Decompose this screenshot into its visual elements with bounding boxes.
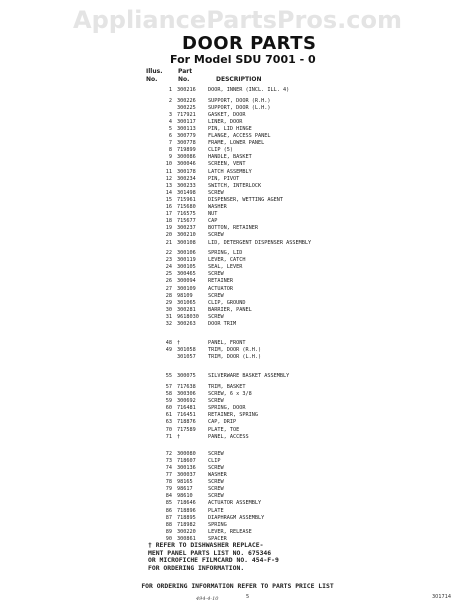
illus-no: 1 [168,87,172,93]
description: RETAINER [208,278,233,285]
description: SCREW [208,398,224,405]
parts-list-row [0,353,475,361]
description: PLATE, TOE [208,426,240,433]
part-no: 300281 [177,306,196,313]
part-no: 718876 [177,419,196,426]
parts-list-row [0,239,475,247]
description: TRIM, BASKET [208,383,246,390]
description: LATCH ASSEMBLY [208,168,252,175]
part-no: 301058 [177,347,196,354]
description: CLIP [208,457,221,464]
illus-no: 5 [168,125,172,132]
description: PIN, PIVOT [208,175,240,182]
illus-no: 20 [165,232,172,239]
description: TRIM, DOOR (R.H.) [208,347,262,354]
description: ACTUATOR ASSEMBLY [208,500,262,507]
illus-no: 89 [165,528,172,535]
description: ACTUATOR [208,285,233,292]
illus-no: 9 [168,154,172,161]
part-no: 719899 [177,147,196,154]
illus-no: 15 [165,196,172,203]
illus-no: 59 [165,398,172,405]
description: DOOR TRIM [208,321,237,327]
part-no: 300080 [177,450,196,457]
illus-no: 32 [165,321,172,327]
part-no: 300075 [177,373,196,380]
parts-list-row [0,433,475,441]
part-no: 300105 [177,264,196,271]
part-no: 300237 [177,225,196,232]
part-no: 300113 [177,125,196,132]
illus-no: 28 [165,292,172,299]
description: GASKET, DOOR [208,111,246,118]
description: CAP [208,218,218,225]
description: DIAPHRAGM ASSEMBLY [208,514,265,521]
part-no: 718895 [177,514,196,521]
part-no: 98617 [177,486,193,493]
description: CLIP, GROUND [208,299,246,306]
description: SPRING, LID [208,250,243,256]
header-description: DESCRIPTION [216,76,262,83]
description: SPRING [208,521,227,528]
illus-no: 11 [165,168,172,175]
illus-no: 2 [168,97,172,104]
part-no: 716481 [177,405,196,412]
description: BOTTON, RETAINER [208,225,258,232]
illus-no: 87 [165,514,172,521]
illus-no: 19 [165,225,172,232]
illus-no: 24 [165,264,172,271]
part-no: 718646 [177,500,196,507]
handwritten-note: 494-4-10 [196,596,219,602]
description: LEVER, CATCH [208,257,246,264]
part-no: 300692 [177,398,196,405]
illus-no: 90 [165,535,172,542]
illus-no: 72 [165,450,172,457]
part-no: 718896 [177,507,196,514]
part-no: 300778 [177,140,196,147]
illus-no: 12 [165,175,172,182]
description: SCREW [208,464,224,471]
part-no: 715677 [177,218,196,225]
part-no: 300220 [177,528,196,535]
part-no: 718607 [177,457,196,464]
part-no: 300117 [177,118,196,125]
description: BARRIER, PANEL [208,306,252,313]
illus-no: 8 [168,147,172,154]
part-no: 716451 [177,412,196,419]
part-no: 300779 [177,133,196,139]
illus-no: 10 [165,161,172,168]
description: SCREW [208,313,224,320]
part-no: 98610 [177,493,193,500]
illus-no: 63 [165,419,172,426]
watermark-text: AppliancePartsPros.com [73,6,402,34]
illus-no: 49 [165,347,172,354]
illus-no: 23 [165,257,172,264]
model-subtitle: For Model SDU 7001 - 0 [170,53,316,66]
description: SUPPORT, DOOR (R.H.) [208,97,271,104]
part-no: 300210 [177,232,196,239]
part-no: 300178 [177,168,196,175]
description: WASHER [208,204,227,210]
illus-no: 73 [165,457,172,464]
part-no: 717589 [177,426,196,433]
document-code: 301714 [432,594,452,600]
footnote-text: † REFER TO DISHWASHER REPLACE- MENT PANEL PARTS LIST NO. 675346 OR MICROFICHE FILMCARD NO. 454-F-9 FOR ORDERING INFORMATION. [148,541,279,572]
part-no: 717638 [177,383,196,390]
description: SCREW [208,232,224,239]
illus-no: 70 [165,426,172,433]
description: CLIP (5) [208,147,233,154]
illus-no: 26 [165,278,172,285]
header-part: Part [178,68,193,75]
description: FRAME, LOWER PANEL [208,140,265,147]
part-no: 300861 [177,535,196,542]
part-no: 300119 [177,257,196,264]
part-no: 300136 [177,464,196,471]
part-no: 9618030 [177,313,199,320]
description: CAP, DRIP [208,419,237,426]
part-no: 300086 [177,154,196,161]
part-no: 300108 [177,239,196,246]
illus-no: 7 [168,140,172,147]
illus-no: 18 [165,218,172,225]
description: RETAINER, SPRING [208,412,258,419]
description: SPACER [208,535,227,542]
part-no: 301065 [177,299,196,306]
description: SPRING, DOOR [208,405,246,412]
illus-no: 85 [165,500,172,507]
illus-no: 3 [168,111,172,118]
illus-no: 4 [168,118,172,125]
description: FLANGE, ACCESS PANEL [208,133,271,139]
illus-no: 22 [165,250,172,256]
header-part-no: No. [178,76,190,83]
part-no: 300226 [177,97,196,104]
header-illus: Illus. [146,68,163,75]
ordering-info-line: FOR ORDERING INFORMATION REFER TO PARTS PRICE LIST [141,582,334,590]
illus-no: 30 [165,306,172,313]
description: WASHER [208,472,227,478]
description: NUT [208,211,218,218]
illus-no: 55 [165,373,172,380]
description: SCREW [208,479,224,486]
description: SCREW [208,271,224,278]
illus-no: 6 [168,133,172,139]
illus-no: 29 [165,299,172,306]
part-no: 718982 [177,521,196,528]
illus-no: 71 [165,433,172,440]
header-illus-no: No. [146,76,158,83]
description: TRIM, DOOR (L.H.) [208,354,262,361]
description: SILVERWARE BASKET ASSEMBLY [208,373,290,380]
description: SCREW [208,493,224,500]
illus-no: 79 [165,486,172,493]
illus-no: 84 [165,493,172,500]
part-no: 300306 [177,391,196,397]
description: SCREEN, VENT [208,161,246,168]
description: SWITCH, INTERLOCK [208,182,262,189]
part-no: 300263 [177,321,196,327]
part-no: 717921 [177,111,196,118]
part-no: † [177,433,181,440]
part-no: 716575 [177,211,196,218]
part-no: 301057 [177,354,196,361]
illus-no: 16 [165,204,172,210]
illus-no: 13 [165,182,172,189]
part-no: 300465 [177,271,196,278]
part-no: 301498 [177,189,196,196]
part-no: † [177,340,181,347]
illus-no: 31 [165,313,172,320]
description: PLATE [208,507,224,514]
part-no: 300216 [177,87,196,93]
description: PANEL, FRONT [208,340,246,347]
description: PANEL, ACCESS [208,433,249,440]
illus-no: 57 [165,383,172,390]
description: SUPPORT, DOOR (L.H.) [208,104,271,111]
part-no: 300037 [177,472,196,478]
illus-no: 77 [165,472,172,478]
part-no: 98165 [177,479,193,486]
part-no: 98109 [177,292,193,299]
description: LEVER, RELEASE [208,528,252,535]
description: SCREW [208,450,224,457]
illus-no: 25 [165,271,172,278]
illus-no: 74 [165,464,172,471]
description: LID, DETERGENT DISPENSER ASSEMBLY [208,239,312,246]
illus-no: 88 [165,521,172,528]
illus-no: 21 [165,239,172,246]
illus-no: 86 [165,507,172,514]
page-number: 5 [246,594,250,600]
illus-no: 61 [165,412,172,419]
parts-list-row [0,372,475,380]
part-no: 300234 [177,175,196,182]
description: PIN, LID HINGE [208,125,252,132]
illus-no: 48 [165,340,172,347]
illus-no: 58 [165,391,172,397]
description: DOOR, INNER (INCL. ILL. 4) [208,87,290,93]
page-title: DOOR PARTS [182,33,317,54]
illus-no: 27 [165,285,172,292]
description: SCREW, 6 x 3/8 [208,391,252,397]
part-no: 715961 [177,196,196,203]
part-no: 300046 [177,161,196,168]
illus-no: 78 [165,479,172,486]
part-no: 300094 [177,278,196,285]
description: SCREW [208,189,224,196]
part-no: 715680 [177,204,196,210]
parts-list-row [0,320,475,328]
description: HANDLE, BASKET [208,154,252,161]
part-no: 300109 [177,285,196,292]
illus-no: 17 [165,211,172,218]
part-no: 300106 [177,250,196,256]
description: SCREW [208,292,224,299]
illus-no: 14 [165,189,172,196]
description: SEAL, LEVER [208,264,243,271]
description: DISPENSER, WETTING AGENT [208,196,283,203]
description: LINER, DOOR [208,118,243,125]
part-no: 300225 [177,104,196,111]
footnote [148,542,388,572]
illus-no: 60 [165,405,172,412]
part-no: 300233 [177,182,196,189]
parts-list-row [0,86,475,94]
description: SCREW [208,486,224,493]
